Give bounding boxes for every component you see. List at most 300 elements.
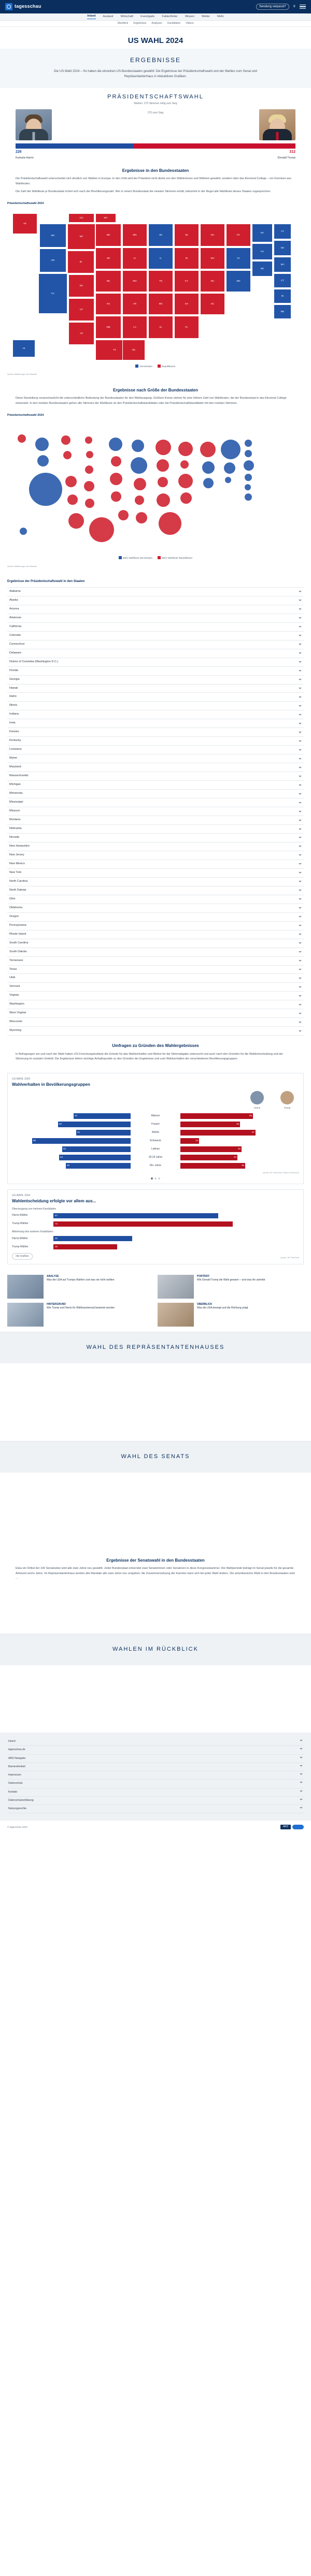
state-row[interactable]	[7, 798, 304, 807]
map-legend	[7, 363, 304, 369]
card1-row	[12, 1138, 299, 1144]
presidential-heading: PRÄSIDENTSCHAFTSWAHL	[107, 93, 204, 100]
state-row[interactable]	[7, 930, 304, 939]
row-label: Latinos	[151, 1147, 160, 1151]
state-row[interactable]	[7, 825, 304, 834]
state-label: Georgia	[9, 677, 20, 681]
copyright: © tagesschau 2024	[7, 1825, 27, 1828]
state-row[interactable]	[7, 834, 304, 842]
footer-item[interactable]	[7, 1797, 304, 1805]
card1-source: Quelle: AP VoteCast / Edison Research	[263, 1171, 299, 1174]
logo-mark-icon	[5, 3, 12, 10]
chevron-down-icon	[299, 688, 302, 689]
state-row[interactable]	[7, 623, 304, 632]
chevron-down-icon	[299, 907, 302, 909]
brand-logo[interactable]	[5, 3, 41, 10]
state-label: Missouri	[9, 809, 20, 813]
card1-rep-head	[278, 1091, 296, 1111]
state-row[interactable]	[7, 702, 304, 710]
chevron-down-icon	[299, 776, 302, 777]
state-label: Louisiana	[9, 748, 22, 751]
state-row[interactable]	[7, 948, 304, 957]
chevron-down-icon	[299, 969, 302, 970]
state-row[interactable]	[7, 816, 304, 825]
intro-heading: ERGEBNISSE	[130, 56, 181, 64]
footer-item-label: Inland	[8, 1740, 16, 1743]
chevron-down-icon	[299, 890, 302, 891]
chevron-down-icon	[299, 854, 302, 856]
ard-logo-label: ARD	[280, 1825, 291, 1829]
chevron-down-icon	[299, 758, 302, 760]
bar-value: 55	[249, 1114, 252, 1117]
senate-chart-placeholder[interactable]	[0, 1473, 311, 1550]
bubble-paragraph: Diese Darstellung veranschaulicht die unterschiedliche Bedeutung der Bundesstaaten für den Wahlausgang. Größere Kreise stehen für eine höhere Zahl von Wahlleuten, die der Bundesstaat in das Electoral College entsendet. In den meisten Bundesstaaten gehen alle Stimmen der Wahlleute an den Präsidentschaftskandidaten oder die Präsidentschaftskandidatin mit den meisten Stimmen.	[16, 397, 287, 405]
teaser-kicker: ANALYSE	[47, 1274, 59, 1278]
state-row[interactable]	[7, 641, 304, 649]
states-accordion-heading: Ergebnisse der Präsidentschaftswahl in den Staaten	[7, 580, 85, 584]
chevron-down-icon	[299, 986, 302, 988]
map-paragraph-1: Die Zahl der Wahlleute je Bundesstaat richtet sich nach der Bevölkerungszahl. Wer in einem Bundesstaat die meisten Stimmen erhält, bekommt in der Regel alle Wahlleute dieses Staates zugesprochen.	[16, 190, 271, 193]
chevron-down-icon	[299, 1013, 302, 1014]
footer-item[interactable]	[7, 1805, 304, 1813]
menu-button[interactable]	[300, 5, 306, 9]
house-chart-placeholder[interactable]	[0, 1363, 311, 1441]
state-label: Massachusetts	[9, 774, 29, 778]
intro-text: Die US-Wahl 2024 – So haben die einzelnen US-Bundesstaaten gewählt: Die Ergebnisse der Präsidentschaftswahl und der Wahlen zum Senat und Repräsentantenhaus in interaktiven Grafiken.	[54, 70, 257, 79]
us-bubble-map[interactable]	[7, 419, 304, 559]
card2-source: Quelle: AP VoteCast	[280, 1256, 299, 1259]
state-row[interactable]	[7, 667, 304, 676]
footer-item-label: ARD-Navigator	[8, 1756, 26, 1760]
state-label: Kansas	[9, 730, 19, 734]
row-label: Schwarze	[150, 1139, 161, 1142]
state-label: Nevada	[9, 835, 19, 839]
state-label: South Dakota	[9, 950, 27, 953]
bubble-legend-dem: Mehr Wahlleute Demokraten	[119, 556, 152, 560]
state-row[interactable]	[7, 983, 304, 992]
state-row[interactable]	[7, 746, 304, 754]
state-row[interactable]	[7, 974, 304, 983]
chevron-down-icon	[299, 626, 302, 628]
nav-item-6[interactable]: Wetter	[202, 14, 210, 18]
bar-value: 41	[77, 1131, 80, 1134]
card1-row	[12, 1162, 299, 1169]
bar-value: 32	[55, 1236, 58, 1240]
senate-states-block	[0, 1550, 311, 1587]
chevron-down-icon	[299, 872, 302, 874]
teaser-thumbnail	[158, 1303, 194, 1327]
chevron-down-icon	[299, 925, 302, 926]
legend-item-dem: Demokraten	[135, 365, 152, 369]
bar-value: 52	[63, 1147, 66, 1151]
chevron-down-icon	[299, 1022, 302, 1023]
footer-item[interactable]	[7, 1788, 304, 1797]
state-label: Alabama	[9, 589, 21, 593]
state-label: Utah	[9, 976, 16, 980]
state-label: West Virginia	[9, 1011, 26, 1015]
chevron-down-icon	[300, 1782, 303, 1783]
row-label: Frauen	[151, 1122, 160, 1126]
chevron-down-icon	[299, 696, 302, 698]
nav-item-3[interactable]: Investigativ	[140, 14, 155, 18]
chevron-down-icon	[299, 846, 302, 847]
state-row[interactable]	[7, 772, 304, 781]
chevron-down-icon	[299, 898, 302, 900]
footer-item-label: Barrierefreiheit	[8, 1765, 25, 1768]
top-header-bar	[0, 0, 311, 13]
state-label: Ohio	[9, 897, 16, 900]
states-accordion	[7, 587, 304, 1036]
state-row[interactable]	[7, 614, 304, 623]
state-label: Arkansas	[9, 616, 21, 619]
state-row[interactable]	[7, 957, 304, 966]
state-label: Maryland	[9, 765, 21, 769]
senate-states-heading: Ergebnisse der Senatswahl in den Bundesstaaten	[106, 1558, 205, 1563]
state-row[interactable]	[7, 966, 304, 974]
state-row[interactable]	[7, 754, 304, 763]
us-state-map[interactable]: AK WA OR MT ID CA NV ND SD NE KS UT AZ NM TX MN IA MO AR LA WI IL TN MS AL MI IN KY GA FL OH WV NC SC PA VA MD NY NJ DE VT NH MA CT RI ME WY CO HI OK Demokraten Republikaner	[0, 207, 311, 372]
state-label: Vermont	[9, 985, 20, 988]
chevron-down-icon	[299, 881, 302, 882]
state-row[interactable]	[7, 710, 304, 719]
row-label: Männer	[151, 1114, 160, 1117]
card1-title: Wahlverhalten in Bevölkerungsgruppen	[12, 1082, 90, 1087]
chevron-down-icon	[299, 951, 302, 953]
retrospect-section-title: WAHLEN IM RÜCKBLICK	[0, 1634, 311, 1665]
state-label: Kentucky	[9, 739, 21, 743]
electors-needed-label: 270 zum Sieg	[147, 111, 164, 114]
state-row[interactable]	[7, 860, 304, 869]
teaser-kicker: PORTRÄT	[197, 1274, 210, 1278]
chevron-down-icon	[299, 802, 302, 804]
ard-logo-arc-icon	[292, 1825, 304, 1829]
chevron-down-icon	[299, 793, 302, 795]
bar-value: 53	[59, 1123, 62, 1126]
nav-item-4[interactable]: Faktenfinder	[162, 14, 178, 18]
state-label: New Jersey	[9, 853, 24, 856]
state-label: Hawaii	[9, 686, 18, 690]
state-row[interactable]	[7, 922, 304, 930]
subnav-item-4[interactable]: Videos	[186, 21, 194, 25]
chevron-down-icon	[299, 820, 302, 821]
teaser-text: Wie Donald Trump die Wahl gewann – und was ihn antreibt	[197, 1278, 265, 1282]
card1-dem-label: Harris	[254, 1106, 260, 1109]
legend-item-rep: Republikaner	[158, 365, 176, 369]
candidate-republican-photo	[259, 109, 295, 140]
state-label: Arizona	[9, 607, 19, 610]
state-label: Rhode Island	[9, 932, 26, 936]
state-row[interactable]	[7, 737, 304, 746]
footer-item[interactable]	[7, 1738, 304, 1746]
chevron-down-icon	[300, 1765, 303, 1767]
footer-item[interactable]	[7, 1763, 304, 1771]
chevron-down-icon	[300, 1740, 303, 1741]
nav-item-2[interactable]: Wirtschaft	[120, 14, 133, 18]
state-label: Michigan	[9, 783, 21, 787]
footer	[0, 1733, 311, 1821]
card2-title: Wahlentscheidung erfolgte vor allem aus...	[12, 1199, 96, 1204]
bubble-heading: Ergebnisse nach Größe der Bundesstaaten	[112, 387, 199, 392]
state-label: New York	[9, 870, 22, 874]
state-row[interactable]	[7, 763, 304, 772]
state-row[interactable]	[7, 781, 304, 790]
state-label: Nebraska	[9, 827, 22, 831]
democrat-name: Kamala Harris	[16, 156, 34, 159]
bubble-legend	[7, 555, 304, 560]
electoral-bar	[16, 143, 295, 149]
card1-chart	[12, 1113, 299, 1169]
chevron-down-icon	[299, 916, 302, 918]
chevron-down-icon	[299, 732, 302, 733]
republican-electors: 312	[289, 150, 295, 154]
state-row[interactable]	[7, 649, 304, 658]
state-label: Oregon	[9, 914, 19, 918]
chevron-down-icon	[300, 1757, 303, 1758]
teaser-thumbnail	[7, 1275, 44, 1299]
chevron-down-icon	[299, 1030, 302, 1032]
card2-row	[12, 1235, 299, 1242]
state-label: Pennsylvania	[9, 923, 26, 927]
card1-dem-head	[248, 1091, 266, 1111]
state-label: Florida	[9, 668, 18, 672]
footer-item[interactable]	[7, 1771, 304, 1780]
state-row[interactable]	[7, 869, 304, 878]
state-row[interactable]	[7, 596, 304, 605]
chevron-down-icon	[299, 863, 302, 865]
row-label: Harris-Wähler	[12, 1214, 28, 1217]
state-label: Oklahoma	[9, 906, 23, 909]
bar-value: 73	[55, 1222, 58, 1225]
chevron-down-icon	[299, 600, 302, 601]
subnav-item-2[interactable]: Analysen	[151, 21, 162, 25]
chevron-down-icon	[299, 767, 302, 768]
state-label: North Carolina	[9, 879, 28, 883]
chevron-down-icon	[299, 723, 302, 724]
chevron-down-icon	[299, 1004, 302, 1006]
teaser-item[interactable]	[158, 1303, 304, 1327]
bubble-legend-rep: Mehr Wahlleute Republikaner	[158, 556, 192, 560]
bar-value: 85	[33, 1139, 36, 1142]
state-row[interactable]	[7, 685, 304, 693]
state-label: Alaska	[9, 598, 18, 602]
state-label: North Dakota	[9, 888, 26, 892]
map-paragraph-0: Die Präsidentschaftswahl unterscheidet sich deutlich von Wahlen in Europa: In den USA wird der Präsident nicht direkt von den Wählerinnen und Wählern gewählt, sondern über das Electoral College – ein Gremium aus Wahlleuten.	[16, 177, 292, 186]
state-row[interactable]	[7, 895, 304, 904]
row-label: Harris-Wähler	[12, 1236, 28, 1240]
presidential-section	[0, 88, 311, 161]
bar-value: 13	[195, 1139, 198, 1142]
retrospect-placeholder[interactable]	[0, 1665, 311, 1727]
chevron-down-icon	[299, 811, 302, 812]
state-label: Washington	[9, 1002, 24, 1006]
state-label: Virginia	[9, 994, 19, 997]
state-label: New Mexico	[9, 862, 25, 865]
chevron-down-icon	[299, 837, 302, 838]
democrat-electors: 226	[16, 150, 22, 154]
card2-row	[12, 1244, 299, 1250]
chevron-down-icon	[299, 679, 302, 680]
chevron-down-icon	[299, 942, 302, 944]
subnav-item-0[interactable]: Überblick	[117, 21, 129, 25]
chevron-down-icon	[299, 644, 302, 645]
state-label: District of Columbia (Washington D.C.)	[9, 660, 59, 663]
card1-rep-label: Trump	[284, 1106, 291, 1109]
nav-item-5[interactable]: Wissen	[185, 14, 195, 18]
state-label: Colorado	[9, 633, 21, 637]
brand-name: tagesschau	[15, 4, 41, 9]
state-label: Connecticut	[9, 642, 25, 646]
footer-item-label: Datenschutzerklärung	[8, 1798, 34, 1802]
state-row[interactable]	[7, 1000, 304, 1009]
teaser-text: Was die USA auf Trumps Wahlen und was sie nicht wollten	[47, 1278, 115, 1282]
candidate-democrat-photo	[16, 109, 52, 140]
page-title: US WAHL 2024	[128, 36, 183, 45]
ard-logo[interactable]	[280, 1825, 304, 1829]
row-label: Trump-Wähler	[12, 1245, 29, 1248]
senate-states-text: Etwa ein Drittel der 100 Senatssitze wird alle zwei Jahre neu gewählt. Jeder Bundesstaat entsendet zwei Senatorinnen oder Senatoren in diese Kongresskammer. Die Wahlperiode beträgt im Senat jeweils für die gesamte Amtszeit sechs Jahre. Im Repräsentantenhaus werden alle Mandate alle zwei Jahre neu vergeben; die Zusammensetzung der Kammer kann sich bei jeder Wahl ändern. Die amerikanische Wahl in den Bundesstaaten wird ...	[16, 1567, 295, 1580]
state-row[interactable]	[7, 886, 304, 895]
chevron-down-icon	[299, 661, 302, 663]
state-row[interactable]	[7, 842, 304, 851]
sub-navigation	[0, 21, 311, 27]
presidential-subheading: Wahlen: 270 Stimmen nötig zum Sieg	[134, 102, 177, 106]
state-row[interactable]	[7, 658, 304, 667]
footer-item[interactable]	[7, 1746, 304, 1754]
chevron-down-icon	[299, 828, 302, 830]
poll-card-groups	[7, 1073, 304, 1184]
state-row[interactable]	[7, 588, 304, 596]
footer-bottom	[0, 1821, 311, 1833]
polls-heading: Umfragen zu Gründen des Wahlergebnisses	[112, 1043, 199, 1049]
row-label: Trump-Wähler	[12, 1222, 29, 1226]
republican-name: Donald Trump	[277, 156, 295, 159]
bar-value: 26	[55, 1245, 58, 1248]
row-label: 18-29 Jahre	[148, 1155, 163, 1159]
card1-row	[12, 1121, 299, 1128]
state-label: Minnesota	[9, 792, 23, 795]
state-row[interactable]	[7, 1009, 304, 1018]
teaser-thumbnail	[158, 1275, 194, 1299]
bar-value: 45	[236, 1123, 239, 1126]
nav-item-1[interactable]: Ausland	[103, 14, 114, 18]
chevron-down-icon	[299, 934, 302, 935]
bar-value: 49	[67, 1164, 70, 1167]
state-row[interactable]	[7, 992, 304, 1000]
state-label: Texas	[9, 967, 17, 971]
chevron-down-icon	[299, 670, 302, 672]
all-charts-button[interactable]: Alle Grafiken	[12, 1253, 33, 1260]
state-label: Wyoming	[9, 1029, 21, 1032]
teaser-grid	[0, 1270, 311, 1332]
missed-broadcast-link[interactable]: Sendung verpasst?	[256, 4, 289, 10]
map-source: Quelle: Mitteilungen der Staaten	[7, 372, 37, 375]
state-row[interactable]	[7, 904, 304, 913]
state-row[interactable]	[7, 676, 304, 685]
state-label: New Hampshire	[9, 844, 30, 848]
state-row[interactable]	[7, 878, 304, 886]
row-label: Weiße	[151, 1130, 160, 1134]
map-chart-title: Präsidentschaftswahl 2024	[7, 202, 44, 206]
state-row[interactable]	[7, 693, 304, 702]
state-row[interactable]	[7, 807, 304, 816]
nav-item-0[interactable]: Inland	[87, 14, 95, 20]
chevron-down-icon	[299, 635, 302, 636]
state-label: Wisconsin	[9, 1020, 23, 1024]
teaser-item[interactable]	[7, 1275, 153, 1299]
card1-row	[12, 1129, 299, 1136]
chevron-down-icon	[299, 617, 302, 619]
card1-row	[12, 1113, 299, 1119]
card2-row	[12, 1213, 299, 1219]
bar-value: 42	[75, 1114, 78, 1117]
state-row[interactable]	[7, 939, 304, 948]
chevron-down-icon	[299, 591, 302, 592]
chevron-down-icon	[299, 714, 302, 716]
chevron-down-icon	[299, 705, 302, 707]
bubble-chart-title: Präsidentschaftswahl 2024	[7, 414, 44, 417]
state-row[interactable]	[7, 913, 304, 922]
state-row[interactable]	[7, 632, 304, 641]
state-row[interactable]	[7, 605, 304, 614]
state-row[interactable]	[7, 728, 304, 737]
subnav-item-1[interactable]: Ergebnisse	[133, 21, 147, 25]
chevron-down-icon	[300, 1773, 303, 1775]
card2-subtitle2: Ablehnung des anderen Kandidaten	[12, 1230, 53, 1233]
map-heading: Ergebnisse in den Bundesstaaten	[122, 168, 189, 173]
footer-item-label: Impressum	[8, 1773, 21, 1777]
carousel-dots[interactable]	[12, 1177, 299, 1180]
state-row[interactable]	[7, 1018, 304, 1027]
teaser-kicker: ÜBERBLICK	[197, 1302, 213, 1306]
footer-item[interactable]	[7, 1780, 304, 1788]
card2-subtitle: Überzeugung von meinem Kandidaten	[12, 1207, 56, 1211]
card2-kicker: US-WAHL 2024	[12, 1194, 31, 1197]
teaser-item[interactable]	[7, 1303, 153, 1327]
footer-item-label: Datenschutz	[8, 1782, 23, 1785]
senate-states-placeholder[interactable]	[0, 1587, 311, 1634]
main-navigation	[0, 13, 311, 21]
state-label: Illinois	[9, 704, 18, 707]
search-icon[interactable]: ⚲	[293, 5, 295, 8]
state-row[interactable]	[7, 851, 304, 860]
state-row[interactable]	[7, 1027, 304, 1036]
subnav-item-3[interactable]: Kandidaten	[167, 21, 181, 25]
teaser-text: Was die USA bewegt und die Richtung prägt	[197, 1306, 248, 1310]
state-label: Tennessee	[9, 958, 23, 962]
card1-row	[12, 1154, 299, 1161]
card1-row	[12, 1146, 299, 1153]
chevron-down-icon	[299, 960, 302, 962]
bar-value: 49	[241, 1164, 244, 1167]
footer-item[interactable]	[7, 1755, 304, 1763]
teaser-item[interactable]	[158, 1275, 304, 1299]
footer-item-label: Nutzungsrechte	[8, 1807, 27, 1811]
chevron-down-icon	[299, 608, 302, 610]
card2-row	[12, 1221, 299, 1227]
state-row[interactable]	[7, 790, 304, 798]
bubble-text-block	[0, 380, 311, 412]
nav-item-7[interactable]: Mehr	[217, 14, 224, 18]
state-label: South Carolina	[9, 941, 29, 944]
state-label: California	[9, 624, 22, 628]
footer-item-label: tagesschau.de	[8, 1748, 25, 1752]
bar-value: 43	[233, 1156, 236, 1159]
teaser-text: Wie Trump und Harris ihr Wählerpotenzial bewertet wurden	[47, 1306, 115, 1310]
state-row[interactable]	[7, 719, 304, 728]
chevron-down-icon	[300, 1807, 303, 1809]
chevron-down-icon	[299, 652, 302, 654]
bar-value: 57	[251, 1131, 255, 1134]
